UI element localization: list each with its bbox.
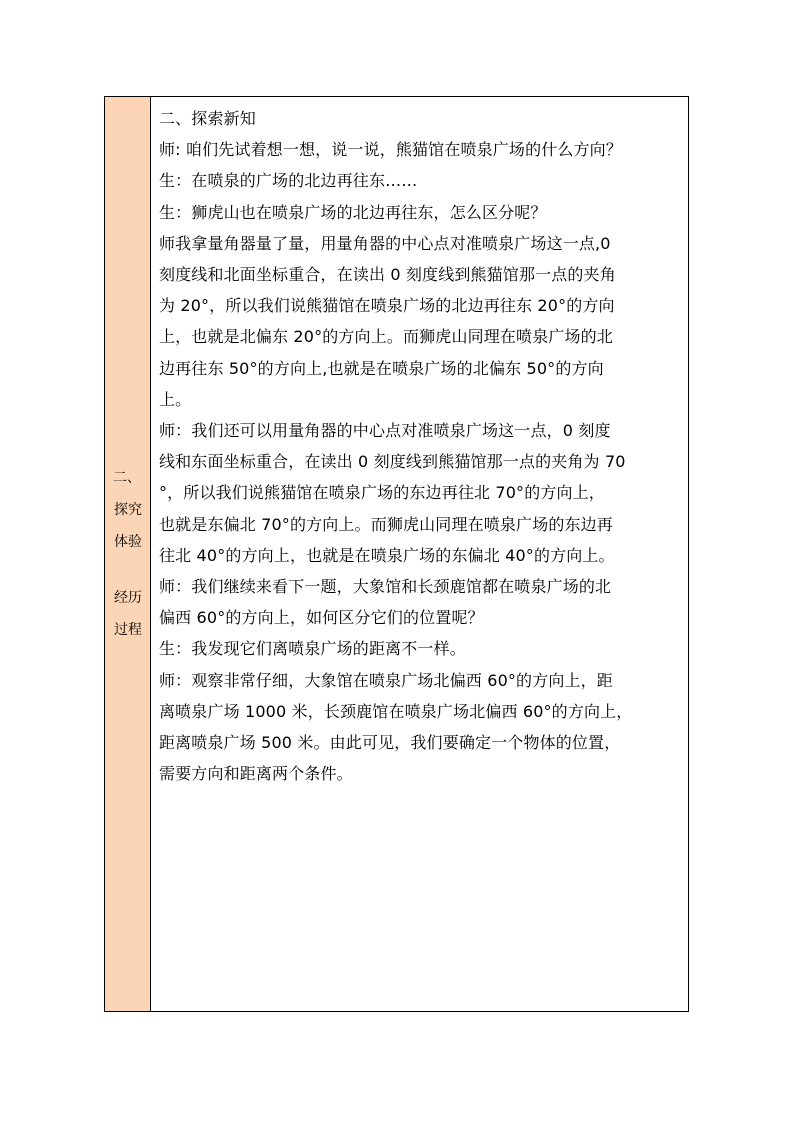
section-label-line-2: 探究 <box>114 502 142 518</box>
dialogue-line: 线和东面坐标重合，在读出 0 刻度线到熊猫馆那一点的夹角为 70 <box>159 452 626 472</box>
dialogue-line: 师我拿量角器量了量，用量角器的中心点对准喷泉广场这一点,0 <box>159 233 611 253</box>
dialogue-line: 师：观察非常仔细，大象馆在喷泉广场北偏西 60°的方向上，距 <box>159 670 613 690</box>
dialogue-line: 偏西 60°的方向上，如何区分它们的位置呢？ <box>159 608 484 628</box>
dialogue-line: 边再往东 50°的方向上,也就是在喷泉广场的北偏东 50°的方向 <box>159 358 604 378</box>
section-label-line-5: 过程 <box>114 622 142 638</box>
dialogue-line: 刻度线和北面坐标重合，在读出 0 刻度线到熊猫馆那一点的夹角 <box>159 265 616 285</box>
lesson-table <box>104 96 689 1012</box>
dialogue-line: 生：在喷泉的广场的北边再往东…… <box>159 171 418 191</box>
dialogue-line: 上。 <box>159 389 192 409</box>
dialogue-line: 上，也就是北偏东 20°的方向上。而狮虎山同理在喷泉广场的北 <box>159 327 613 347</box>
dialogue-line: 师：我们继续来看下一题，大象馆和长颈鹿馆都在喷泉广场的北 <box>159 577 612 597</box>
section-label-line-1: 二、 <box>113 470 141 486</box>
dialogue-line: 师：我们还可以用量角器的中心点对准喷泉广场这一点，0 刻度 <box>159 421 611 441</box>
dialogue-line: 距离喷泉广场 500 米。由此可见，我们要确定一个物体的位置， <box>159 733 621 753</box>
dialogue-line: 为 20°，所以我们说熊猫馆在喷泉广场的北边再往东 20°的方向 <box>159 296 615 316</box>
section-label-line-4: 经历 <box>114 590 142 606</box>
section-label-cell <box>105 97 151 1011</box>
dialogue-line: 离喷泉广场 1000 米，长颈鹿馆在喷泉广场北偏西 60°的方向上， <box>159 701 633 721</box>
section-heading: 二、探索新知 <box>159 109 256 128</box>
dialogue-line: °，所以我们说熊猫馆在喷泉广场的东边再往北 70°的方向上， <box>159 483 605 503</box>
section-label-line-3: 体验 <box>114 534 142 550</box>
dialogue-line: 生：我发现它们离喷泉广场的距离不一样。 <box>159 639 466 659</box>
section-label-gap <box>105 558 151 582</box>
dialogue-line: 生：狮虎山也在喷泉广场的北边再往东，怎么区分呢？ <box>159 202 547 222</box>
lesson-content-cell <box>151 97 688 1011</box>
dialogue-line: 往北 40°的方向上，也就是在喷泉广场的东偏北 40°的方向上。 <box>159 545 615 565</box>
dialogue-line: 也就是东偏北 70°的方向上。而狮虎山同理在喷泉广场的东边再 <box>159 514 613 534</box>
dialogue-line: 师: 咱们先试着想一想，说一说，熊猫馆在喷泉广场的什么方向？ <box>159 140 622 160</box>
section-label <box>105 462 151 646</box>
dialogue-line: 需要方向和距离两个条件。 <box>159 764 353 784</box>
